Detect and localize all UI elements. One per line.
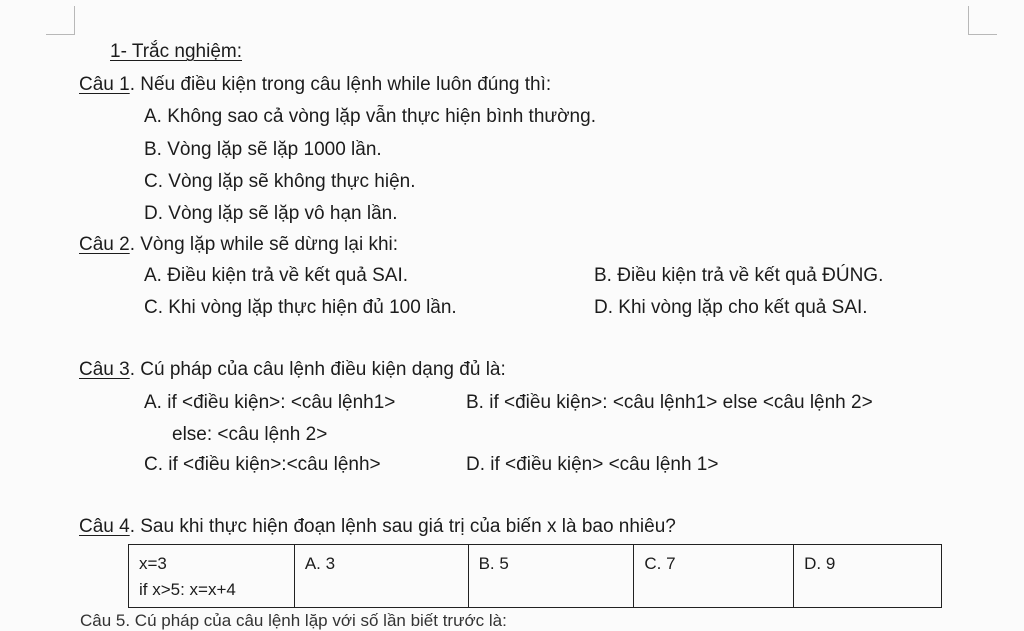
question-2-option-a: A. Điều kiện trả về kết quả SAI. [144,265,409,286]
question-4-label: Câu 4 [79,516,130,537]
question-2-stem [79,233,398,257]
question-1-option-c: C. Vòng lặp sẽ không thực hiện. [144,171,416,192]
question-2-label: Câu 2 [79,234,130,255]
question-1-stem [79,73,551,97]
question-1-text: . Nếu điều kiện trong câu lệnh while luôn đúng thì: [129,74,552,95]
table-row [129,545,942,608]
question-3-stem [79,358,506,382]
question-1-option-d: D. Vòng lặp sẽ lặp vô hạn lần. [144,203,398,224]
question-3-option-c: C. if <điều kiện>:<câu lệnh> [144,454,381,475]
section-title: 1- Trắc nghiệm: [110,41,242,62]
question-2-option-b: B. Điều kiện trả về kết quả ĐÚNG. [594,265,884,286]
question-1-option-b: B. Vòng lặp sẽ lặp 1000 lần. [144,139,382,160]
question-3-text: . Cú pháp của câu lệnh điều kiện dạng đủ là: [129,359,506,380]
question-2-text: . Vòng lặp while sẽ dừng lại khi: [129,234,399,255]
question-4-text: . Sau khi thực hiện đoạn lệnh sau giá trị của biến x là bao nhiêu? [129,516,676,537]
question-4-stem [79,515,676,539]
question-4-option-c: C. 7 [634,545,794,608]
question-1-label: Câu 1 [79,74,130,95]
question-4-code-line-1: x=3 [139,554,167,573]
question-4-option-a: A. 3 [294,545,468,608]
question-3-label: Câu 3 [79,359,130,380]
page-corner-mark-right [968,6,997,35]
question-3-option-b: B. if <điều kiện>: <câu lệnh1> else <câu lệnh 2> [466,392,873,413]
question-2-option-c: C. Khi vòng lặp thực hiện đủ 100 lần. [144,297,457,318]
question-3-option-a-line1: A. if <điều kiện>: <câu lệnh1> [144,392,396,413]
question-4-table [128,544,942,608]
question-3-option-d: D. if <điều kiện> <câu lệnh 1> [466,454,719,475]
question-4-option-d: D. 9 [794,545,942,608]
question-3-option-a-line2: else: <câu lệnh 2> [172,424,328,445]
question-4-code-line-2: if x>5: x=x+4 [139,580,236,599]
question-1-option-a: A. Không sao cả vòng lặp vẫn thực hiện bình thường. [144,106,596,127]
question-2-option-d: D. Khi vòng lặp cho kết quả SAI. [594,297,868,318]
question-4-option-b: B. 5 [468,545,634,608]
page-corner-mark-left [46,6,75,35]
question-5-partial: Câu 5. Cú pháp của câu lệnh lặp với số lần biết trước là: [80,611,507,630]
question-4-code-cell [129,545,295,608]
